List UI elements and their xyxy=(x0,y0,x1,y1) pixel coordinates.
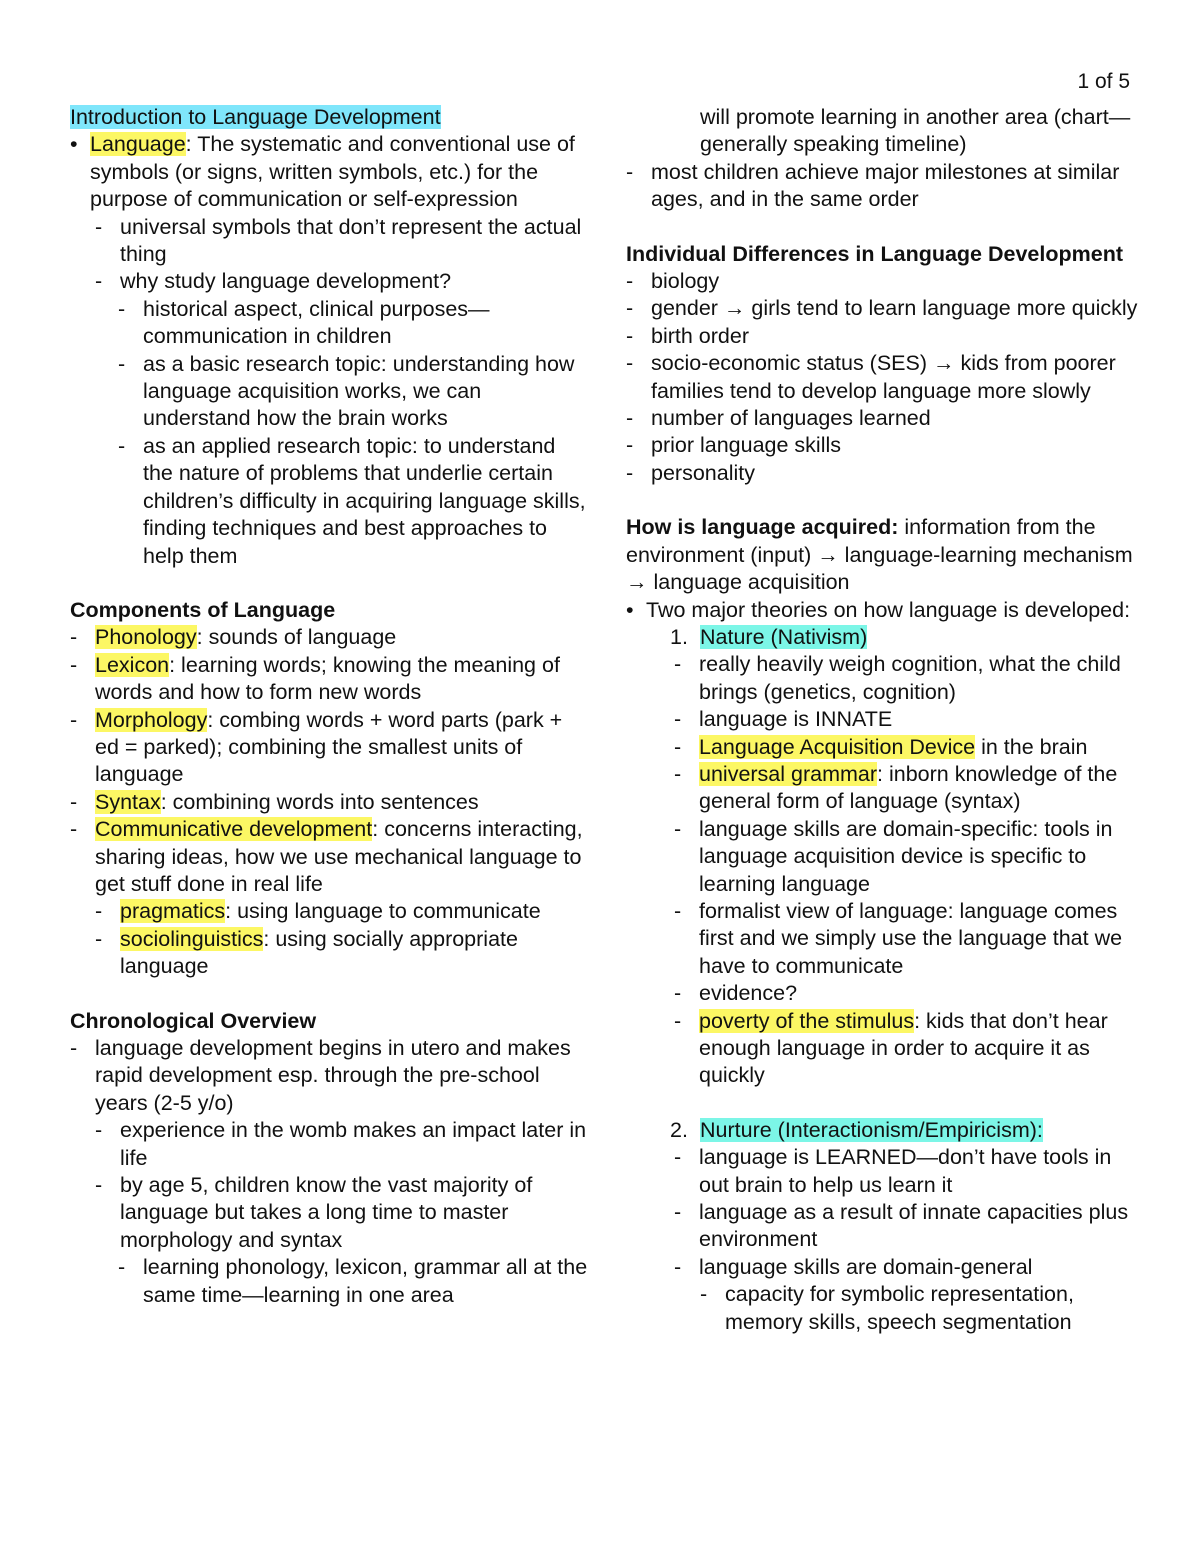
highlighted-term: Phonology xyxy=(95,625,197,650)
list-item xyxy=(70,652,590,707)
dash-marker: - xyxy=(118,1255,126,1280)
list-item xyxy=(626,597,1146,624)
highlighted-term: poverty of the stimulus xyxy=(699,1008,915,1033)
text-run: : using language to communicate xyxy=(225,899,541,924)
highlighted-term: Nature (Nativism) xyxy=(700,624,868,649)
dash-marker: - xyxy=(95,1173,103,1198)
dash-marker: - xyxy=(70,652,78,677)
list-item xyxy=(626,1254,1146,1281)
list-item xyxy=(70,816,590,898)
dash-marker: - xyxy=(70,625,78,650)
section-heading xyxy=(626,241,1146,268)
text-run: Individual Differences in Language Development xyxy=(626,241,1123,266)
list-item xyxy=(70,1254,590,1309)
highlighted-term: Language xyxy=(90,132,186,157)
dash-marker: - xyxy=(118,433,126,458)
list-item xyxy=(70,707,590,789)
text-run: : combining words into sentences xyxy=(160,789,479,814)
dash-marker: - xyxy=(626,351,634,376)
list-item xyxy=(626,460,1146,487)
dash-marker: - xyxy=(626,460,634,485)
list-item xyxy=(70,131,590,213)
text-run: experience in the womb makes an impact later in life xyxy=(120,1118,587,1170)
text-run: by age 5, children know the vast majority of language but takes a long time to master morphology and syntax xyxy=(120,1173,533,1252)
text-run: learning phonology, lexicon, grammar all at the same time—learning in one area xyxy=(143,1255,588,1307)
text-run: historical aspect, clinical purposes—communication in children xyxy=(143,296,490,349)
section-gap xyxy=(70,981,590,1008)
list-item xyxy=(626,350,1146,405)
list-item xyxy=(626,323,1146,350)
text-run: language is LEARNED—don’t have tools in out brain to help us learn it xyxy=(699,1145,1112,1197)
highlighted-term: Morphology xyxy=(95,707,208,732)
list-item xyxy=(70,214,590,269)
text-run: birth order xyxy=(651,323,749,348)
text-run: will promote learning in another area (chart—generally speaking timeline) xyxy=(700,105,1131,157)
dash-marker: - xyxy=(70,789,78,814)
dash-marker: - xyxy=(674,1200,682,1225)
dash-marker: - xyxy=(674,652,682,677)
text-run: in the brain xyxy=(975,734,1088,759)
highlighted-term: Nurture (Interactionism/Empiricism): xyxy=(700,1117,1043,1142)
dash-marker: - xyxy=(674,1254,682,1279)
text-run: formalist view of language: language comes first and we simply use the language that we have to communicate xyxy=(699,898,1123,978)
list-item xyxy=(626,1117,1146,1144)
text-run: prior language skills xyxy=(651,433,842,458)
list-item xyxy=(626,1144,1146,1199)
dash-marker: - xyxy=(95,926,103,951)
highlighted-term: pragmatics xyxy=(120,899,226,924)
page-number: 1 of 5 xyxy=(1077,70,1130,93)
text-run: : combing words + word parts (park + ed = parked); combining the smallest units of language xyxy=(95,707,563,787)
list-item xyxy=(626,295,1146,322)
text-run: language skills are domain-specific: tools in language acquisition device is specific to learning language xyxy=(699,816,1113,896)
list-item xyxy=(70,624,590,651)
list-item xyxy=(70,1117,590,1172)
left-column xyxy=(70,104,590,1309)
dash-marker: - xyxy=(95,269,103,294)
text-run: : using socially appropriate language xyxy=(120,926,518,979)
text-run: language development begins in utero and makes rapid development esp. through the pre-school years (2-5 y/o) xyxy=(95,1036,571,1115)
dash-marker: - xyxy=(700,1282,708,1307)
section-heading xyxy=(70,597,590,624)
list-item xyxy=(626,651,1146,706)
list-item xyxy=(626,898,1146,980)
list-item xyxy=(70,268,590,295)
highlighted-term: universal grammar xyxy=(699,761,878,786)
dash-marker: - xyxy=(674,761,682,786)
dash-marker: - xyxy=(674,898,682,923)
list-item xyxy=(70,1035,590,1117)
dash-marker: - xyxy=(674,1008,682,1033)
list-item xyxy=(626,1008,1146,1090)
dash-marker: - xyxy=(626,433,634,458)
text-run: socio-economic status (SES) → kids from poorer families tend to develop language more slowly xyxy=(651,351,1116,403)
right-column xyxy=(626,104,1146,1336)
text-line xyxy=(626,514,1146,596)
text-run: language as a result of innate capacities plus environment xyxy=(699,1200,1129,1252)
text-run: Chronological Overview xyxy=(70,1008,317,1033)
text-run: universal symbols that don’t represent the actual thing xyxy=(120,214,582,267)
text-run: : learning words; knowing the meaning of words and how to form new words xyxy=(95,652,560,705)
list-item xyxy=(70,296,590,351)
text-run: Components of Language xyxy=(70,597,336,622)
list-item xyxy=(626,405,1146,432)
text-run: gender → girls tend to learn language more quickly xyxy=(651,296,1138,321)
dash-marker: - xyxy=(674,816,682,841)
text-line xyxy=(626,104,1146,159)
section-gap xyxy=(626,214,1146,241)
text-run: : The systematic and conventional use of symbols (or signs, written symbols, etc.) for the purpose of communication or self-expression xyxy=(90,132,575,212)
list-item xyxy=(626,816,1146,898)
text-run: How is language acquired: xyxy=(626,515,899,540)
dash-marker: - xyxy=(674,734,682,759)
list-item xyxy=(626,980,1146,1007)
text-run: as a basic research topic: understanding how language acquisition works, we can understand how the brain works xyxy=(143,351,575,431)
dash-marker: - xyxy=(95,1118,103,1143)
text-run: : kids that don’t hear enough language in order to acquire it as quickly xyxy=(699,1008,1108,1088)
text-run: Two major theories on how language is developed: xyxy=(646,597,1131,622)
dash-marker: - xyxy=(118,351,126,376)
dash-marker: - xyxy=(95,214,103,239)
dash-marker: - xyxy=(118,296,126,321)
dash-marker: - xyxy=(70,1036,78,1060)
text-run: : concerns interacting, sharing ideas, how we use mechanical language to get stuff done in real life xyxy=(95,817,583,896)
dash-marker: - xyxy=(626,323,634,348)
text-run: language skills are domain-general xyxy=(699,1254,1033,1279)
text-run: as an applied research topic: to understand the nature of problems that underlie certain children’s difficulty in acquiring language skills, finding techniques and best approaches to help them xyxy=(143,433,586,568)
text-run: biology xyxy=(651,269,720,294)
highlighted-term: Language Acquisition Device xyxy=(699,734,976,759)
text-run: really heavily weigh cognition, what the child brings (genetics, cognition) xyxy=(699,652,1121,704)
dash-marker: - xyxy=(674,981,682,1006)
text-run: why study language development? xyxy=(120,269,452,294)
text-run: : sounds of language xyxy=(196,625,397,650)
list-item xyxy=(70,926,590,981)
list-item xyxy=(626,734,1146,761)
highlighted-term: Lexicon xyxy=(95,652,170,677)
highlighted-term: Communicative development xyxy=(95,817,373,842)
list-item xyxy=(70,1172,590,1254)
section-heading xyxy=(70,1008,590,1035)
number-marker: 1. xyxy=(670,624,688,649)
text-run: personality xyxy=(651,460,755,485)
list-item xyxy=(70,789,590,816)
dash-marker: - xyxy=(626,269,634,294)
text-run: number of languages learned xyxy=(651,406,931,431)
bullet-marker: • xyxy=(70,132,78,157)
dash-marker: - xyxy=(626,406,634,431)
list-item xyxy=(626,624,1146,651)
list-item xyxy=(626,1281,1146,1336)
text-run: information from the environment (input) → language-learning mechanism → language acquisition xyxy=(626,515,1133,595)
dash-marker: - xyxy=(626,296,634,321)
number-marker: 2. xyxy=(670,1117,688,1142)
dash-marker: - xyxy=(70,707,78,732)
highlighted-term: Syntax xyxy=(95,789,161,814)
list-item xyxy=(626,432,1146,459)
list-item xyxy=(626,1199,1146,1254)
text-run: language is INNATE xyxy=(699,707,893,732)
section-gap xyxy=(626,487,1146,514)
section-gap xyxy=(70,570,590,597)
text-line xyxy=(70,104,590,131)
dash-marker: - xyxy=(674,1145,682,1170)
dash-marker: - xyxy=(95,899,103,924)
bullet-marker: • xyxy=(626,597,634,622)
text-run: : inborn knowledge of the general form of language (syntax) xyxy=(699,761,1118,814)
text-run: evidence? xyxy=(699,981,798,1006)
text-run: capacity for symbolic representation, memory skills, speech segmentation xyxy=(725,1282,1074,1334)
list-item xyxy=(70,433,590,570)
highlighted-term: sociolinguistics xyxy=(120,926,264,951)
list-item xyxy=(626,706,1146,733)
list-item xyxy=(626,268,1146,295)
list-item xyxy=(626,761,1146,816)
section-gap xyxy=(626,1090,1146,1117)
list-item xyxy=(70,898,590,925)
list-item xyxy=(70,351,590,433)
dash-marker: - xyxy=(674,707,682,732)
text-run: most children achieve major milestones at similar ages, and in the same order xyxy=(651,159,1120,212)
dash-marker: - xyxy=(70,817,78,842)
list-item xyxy=(626,159,1146,214)
highlighted-term: Introduction to Language Development xyxy=(70,105,441,129)
dash-marker: - xyxy=(626,159,634,184)
